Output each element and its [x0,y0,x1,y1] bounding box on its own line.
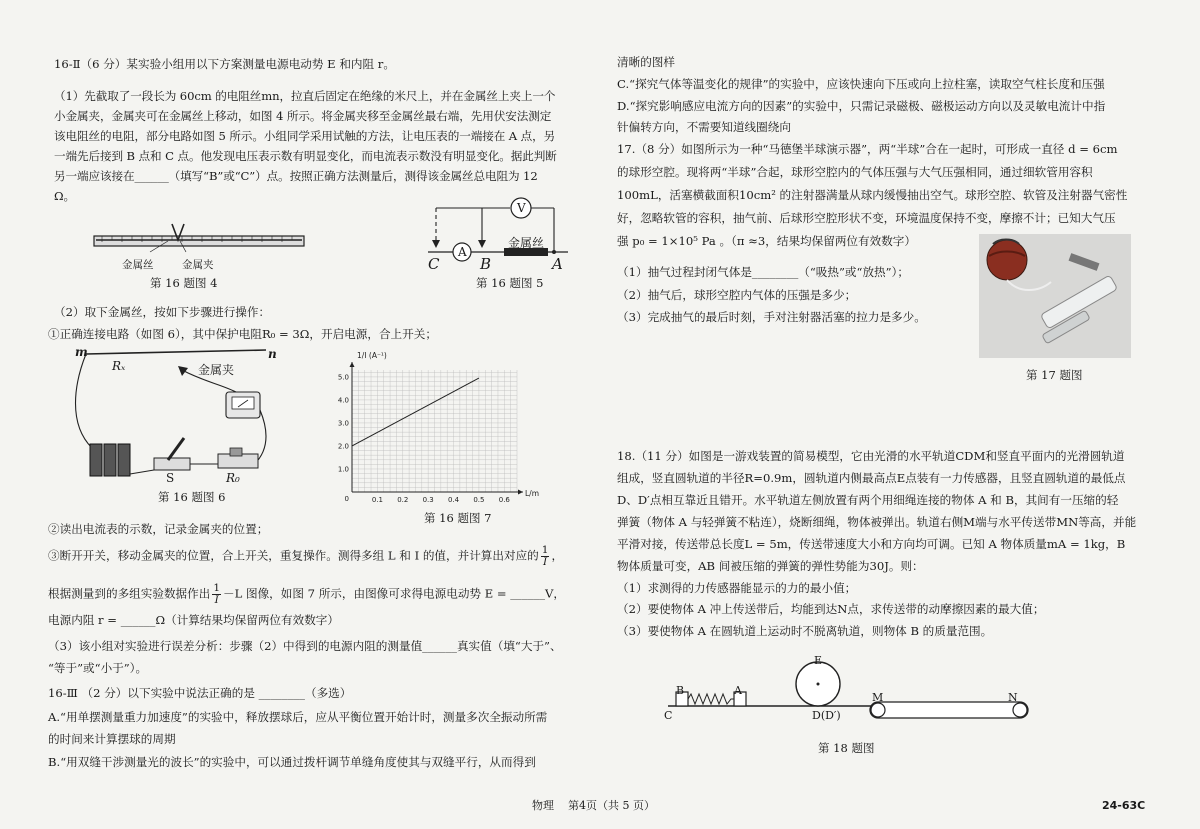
q18-sub1: （1）求测得的力传感器能显示的力的最小值； [617,581,857,595]
fig5-label-b: B [480,255,492,273]
fig4-label-clip: 金属夹 [182,259,214,271]
q17-sub2: （2）抽气后，球形空腔内气体的压强是多少； [617,288,857,302]
q16-2-p1-line: Ω。 [54,189,76,203]
y-tick-label: 3.0 [337,419,349,428]
q18-line: 18.（11 分）如图是一游戏装置的简易模型，它由光滑的水平轨道CDM和竖直平面内的光滑圆轨道 [617,449,1125,463]
x-tick-label: 0.3 [422,496,434,504]
y-axis-arrow [350,362,355,367]
fig6-caption: 第 16 题图 6 [158,490,226,504]
fig7-caption: 第 16 题图 7 [424,511,492,525]
fraction-1-over-i [212,583,221,606]
option-b-continued: 清晰的图样 [617,55,675,69]
footer-subject: 物理 [532,799,554,812]
q18-sub3: （3）要使物体 A 在圆轨道上运动时不脱离轨道，则物体 B 的质量范围。 [617,624,993,638]
y-tick-label: 1.0 [337,465,349,474]
fig18-label-c: C [664,709,673,722]
q16-2-p1-line: （1）先截取了一段长为 60cm 的电阻丝mn，拉直后固定在绝缘的米尺上，并在金属丝上夹上一个 [54,89,556,103]
x-tick-label: 0.6 [498,496,510,504]
x-tick-label: 0.1 [371,496,383,504]
fraction-numerator: 1 [213,582,221,594]
y-tick-label: 5.0 [337,373,349,382]
figure-7-chart [330,350,540,508]
q16-2-step3c: 电源内阻 r = ______Ω（计算结果均保留两位有效数字） [48,613,339,627]
fig18-caption: 第 18 题图 [818,741,875,755]
fig18-label-m: M [872,691,884,704]
q17-line: 17.（8 分）如图所示为一种“马德堡半球演示器”，两“半球”合在一起时，可形成一直径 d = 6cm [617,142,1118,156]
origin-label: 0 [344,495,349,503]
option-c: C.“探究气体等温变化的规律”的实验中，应该快速向下压或向上拉柱塞，读取空气柱长度和压强 [617,77,1105,91]
q16-2-p1-line: 小金属夹，金属夹可在金属丝上移动，如图 4 所示。将金属夹移至金属丝最右端，先用伏安法测定 [54,109,552,123]
q18-line: 平滑对接，传送带总长度L = 5m，传送带速度大小和方向均可调。已知 A 物体质量mA = 1kg，B [617,537,1126,551]
left-column [54,54,586,206]
x-axis-arrow [518,490,523,495]
q18-line: 物体质量可变，AB 间被压缩的弹簧的弹性势能为30J。则： [617,559,924,573]
figure-17-photo [979,234,1131,358]
q17-line: 好，忽略软管的容积，抽气前、后球形空腔形状不变，环境温度保持不变，摩擦不计；已知大气压 [617,211,1116,225]
q16-2-part3-b: “等于”或“小于”）。 [48,661,148,675]
fig17-caption: 第 17 题图 [1026,368,1083,382]
fraction-denominator: I [543,556,548,568]
q16-2-step3a: ③断开开关，移动金属夹的位置，合上开关，重复操作。测得多组 L 和 I 的值，并计算出对应的 [48,548,539,563]
footer-code: 24-63C [1102,799,1146,812]
q17-sub3: （3）完成抽气的最后时刻，手对注射器活塞的拉力是多少。 [617,310,926,324]
fig18-label-n: N [1008,691,1018,704]
q18-line: 组成，竖直圆轨道的半径R=0.9m，圆轨道内侧最高点E点装有一力传感器，且竖直圆轨道的最低点 [617,471,1126,485]
q16-3-option-a-2: 的时间来计算摆球的周期 [48,732,176,746]
q18-line: D、D′点相互靠近且错开。水平轨道左侧放置有两个用细绳连接的物体 A 和 B，其间有一压缩的轻 [617,493,1119,507]
fig4-caption: 第 16 题图 4 [150,276,218,290]
q17-line: 强 p₀ = 1×10⁵ Pa 。（π ≈3，结果均保留两位有效数字） [617,234,916,248]
q16-2-step3b-post: －L 图像，如图 7 所示，由图像可求得电源电动势 E = ______V， [223,586,566,601]
q16-3-option-a-1: A.“用单摆测量重力加速度”的实验中，释放摆球后，应从平衡位置开始计时，测量多次全振动所需 [48,710,548,724]
option-d-1: D.“探究影响感应电流方向的因素”的实验中，只需记录磁极、磁极运动方向以及灵敏电流计中指 [617,99,1106,113]
fig6-label-r0: R₀ [226,471,240,485]
x-axis-label: L/m [525,489,540,498]
fraction-1-over-i [541,545,550,568]
q17-line: 的球形空腔。现将两“半球”合起，球形空腔内的气体压强与大气压强相同，通过细软管用容积 [617,165,1093,179]
footer-page-number: 第4页（共 5 页） [568,799,655,812]
figure-6-circuit [70,344,282,494]
y-tick-label: 4.0 [337,396,349,405]
x-tick-label: 0.4 [447,496,460,504]
fig18-label-e: E [814,654,823,667]
q16-2-part3-a: （3）该小组对实验进行误差分析：步骤（2）中得到的电源内阻的测量值______真实值（填“大于”、 [48,639,562,653]
q16-2-part1 [54,86,586,206]
q16-3-option-b-1: B.“用双缝干涉测量光的波长”的实验中，可以通过拨杆调节单缝角度使其与双缝平行，从而得到 [48,755,536,769]
fig5-label-c: C [428,255,440,273]
fig5-label-wire: 金属丝 [508,236,545,250]
fig6-label-switch: S [166,471,175,485]
fig5-voltmeter-label: V [517,201,526,215]
fig18-label-d: D(D′) [812,709,841,722]
q16-2-step1: ①正确连接电路（如图 6），其中保护电阻R₀ = 3Ω，开启电源，合上开关； [48,327,437,341]
q18-sub2: （2）要使物体 A 冲上传送带后，均能到达N点，求传送带的动摩擦因素的最大值； [617,602,1045,616]
y-tick-label: 2.0 [337,442,349,451]
fig5-caption: 第 16 题图 5 [476,276,544,290]
x-tick-label: 0.5 [473,496,485,504]
q17-sub1: （1）抽气过程封闭气体是________（“吸热”或“放热”）； [617,265,909,279]
q16-2-step2: ②读出电流表的示数，记录金属夹的位置； [48,522,269,536]
fig4-label-wire: 金属丝 [122,259,154,271]
figure-18-diagram [660,650,1040,730]
q17-line: 100mL，活塞横截面积10cm² 的注射器满量从球内缓慢抽出空气。球形空腔、软管及注射器气密性 [617,188,1128,202]
fraction-numerator: 1 [541,544,549,556]
fig6-label-rx: Rₓ [112,359,126,373]
q16-2-p1-line: 一端先后接到 B 点和 C 点。他发现电压表示数有明显变化，而电流表示数没有明显变化。据此判断 [54,149,557,163]
fig18-label-a: A [734,684,742,697]
fig5-label-a: A [552,255,563,273]
x-tick-label: 0.2 [397,496,409,504]
y-axis-label: 1/I (A⁻¹) [357,351,387,360]
option-d-2: 针偏转方向，不需要知道线圈绕向 [617,120,791,134]
q16-2-step3-line2 [48,583,565,606]
fig18-label-b: B [676,684,685,697]
q16-2-p1-line: 另一端应该接在______（填写“B”或“C”）点。按照正确方法测量后，测得该金属丝总电阻为 12 [54,169,538,183]
fig6-label-m: m [75,345,88,359]
q16-2-title: 16-Ⅱ（6 分）某实验小组用以下方案测量电源电动势 E 和内阻 r。 [54,57,395,71]
q16-2-p1-line: 该电阻丝的电阻，部分电路如图 5 所示。小组同学采用试触的方法，让电压表的一端接在 A 点，另 [54,129,556,143]
q16-2-step3-line1: ③断开开关，移动金属夹的位置，合上开关，重复操作。测得多组 L 和 I 的值，并计算出对应的 $\frac{1}{I}$ ， [48,544,564,568]
q18-line: 弹簧（物体 A 与轻弹簧不粘连），烧断细绳，物体被弹出。轨道右侧M端与水平传送带MN等高，并能 [617,515,1137,529]
fig5-ammeter-label: A [458,245,467,259]
q16-3-title: 16-Ⅲ （2 分）以下实验中说法正确的是 ________（多选） [48,686,352,700]
fig6-label-n: n [268,347,277,361]
q16-2-step3b-pre: 根据测量到的多组实验数据作出 [48,586,211,601]
q18-stem [617,446,1136,576]
fraction-denominator: I [214,594,219,606]
fig6-label-clip: 金属夹 [198,363,235,377]
q16-2-part2-title: （2）取下金属丝，按如下步骤进行操作： [54,305,271,319]
